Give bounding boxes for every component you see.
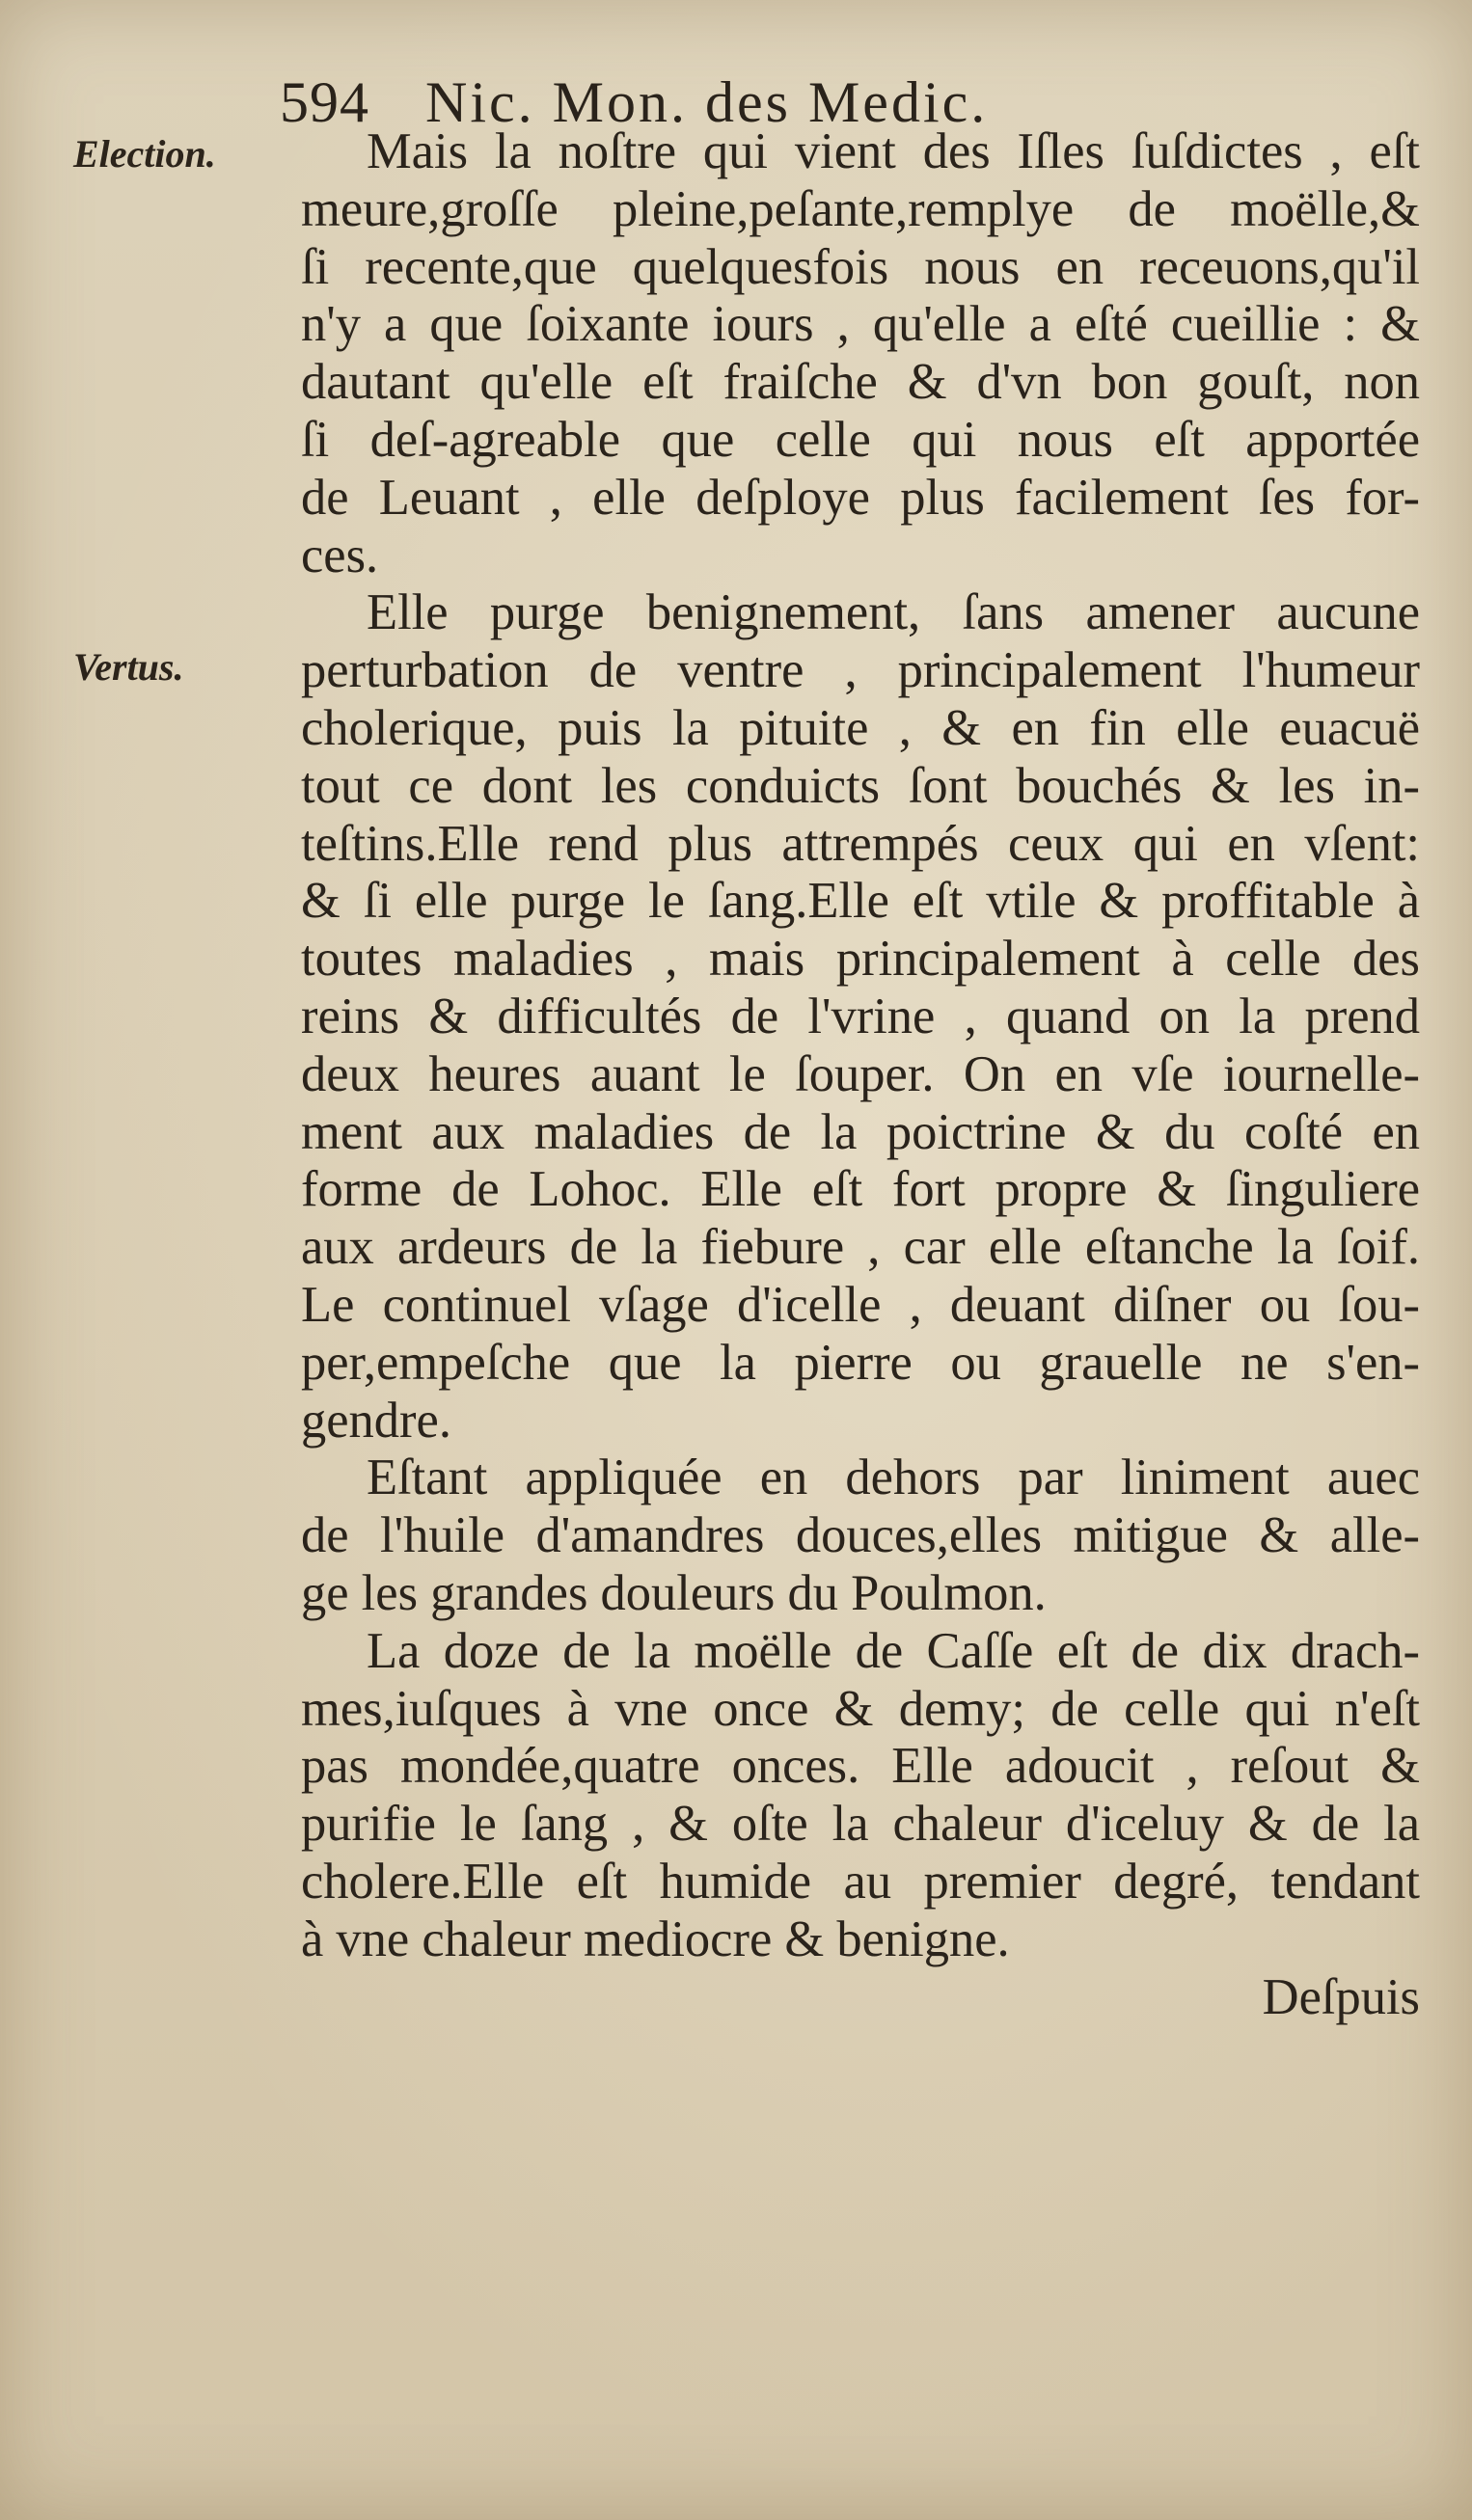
text-line: ces.	[301, 527, 379, 583]
page-number: 594	[280, 70, 369, 134]
text-line: meure,groſſe pleine,peſante,remplye de moëlle,&	[301, 180, 1420, 237]
text-line: ge les grandes douleurs du Poulmon.	[301, 1564, 1047, 1621]
text-line: purifie le ſang , & oſte la chaleur d'iceluy & de la	[301, 1796, 1420, 1853]
body-text	[301, 123, 1420, 2026]
text-line: teſtins.Elle rend plus attrempés ceux qui en vſent:	[301, 815, 1420, 872]
text-line: perturbation de ventre , principalement l'humeur	[301, 642, 1420, 699]
margin-note-vertus: Vertus.	[73, 645, 184, 689]
text-line: dautant qu'elle eſt fraiſche & d'vn bon gouſt, non	[301, 354, 1420, 411]
text-line: Eſtant appliquée en dehors par liniment auec	[367, 1450, 1420, 1506]
text-line: toutes maladies , mais principalement à celle des	[301, 931, 1420, 988]
text-line: ſi deſ-agreable que celle qui nous eſt apportée	[301, 411, 1420, 468]
text-line: cholerique, puis la pituite , & en fin elle euacuë	[301, 699, 1420, 756]
paragraph-liniment	[301, 1450, 1420, 1622]
text-line: tout ce dont les conduicts ſont bouchés & les in-	[301, 757, 1420, 814]
text-line: Mais la noſtre qui vient des Iſles ſuſdictes , eſt	[367, 123, 1420, 179]
text-line: cholere.Elle eſt humide au premier degré, tendant	[301, 1853, 1420, 1910]
text-line: reins & difficultés de l'vrine , quand on la prend	[301, 988, 1420, 1044]
text-line: gendre.	[301, 1392, 451, 1449]
text-line: deux heures auant le ſouper. On en vſe iournelle-	[301, 1045, 1420, 1102]
paragraph-election	[301, 123, 1420, 584]
text-line: Elle purge benignement, ſans amener aucune	[367, 584, 1420, 641]
text-line: mes,iuſques à vne once & demy; de celle qui n'eſt	[301, 1680, 1420, 1737]
catchword: Deſpuis	[1262, 1968, 1420, 2025]
running-title: Nic. Mon. des Medic.	[425, 70, 989, 134]
margin-note-election: Election.	[73, 132, 216, 176]
text-line: ment aux maladies de la poictrine & du coſté en	[301, 1103, 1420, 1160]
text-line: per,empeſche que la pierre ou grauelle ne s'en-	[301, 1334, 1420, 1391]
text-line: La doze de la moëlle de Caſſe eſt de dix drach-	[367, 1622, 1420, 1679]
text-line: aux ardeurs de la fiebure , car elle eſtanche la ſoif.	[301, 1219, 1420, 1276]
text-line: n'y a que ſoixante iours , qu'elle a eſté cueillie : &	[301, 296, 1420, 353]
paragraph-doze	[301, 1623, 1420, 1969]
text-line: & ſi elle purge le ſang.Elle eſt vtile & proffitable à	[301, 873, 1420, 930]
text-line: de Leuant , elle deſploye plus facilement ſes for-	[301, 469, 1420, 526]
text-line: ſi recente,que quelquesfois nous en receuons,qu'il	[301, 238, 1420, 295]
paragraph-vertus	[301, 584, 1420, 1450]
text-line: forme de Lohoc. Elle eſt fort propre & ſinguliere	[301, 1161, 1420, 1218]
text-line: à vne chaleur mediocre & benigne.	[301, 1910, 1010, 1967]
text-line: de l'huile d'amandres douces,elles mitigue & alle-	[301, 1507, 1420, 1564]
text-line: Le continuel vſage d'icelle , deuant diſner ou ſou-	[301, 1276, 1420, 1333]
text-line: pas mondée,quatre onces. Elle adoucit , reſout &	[301, 1738, 1420, 1795]
